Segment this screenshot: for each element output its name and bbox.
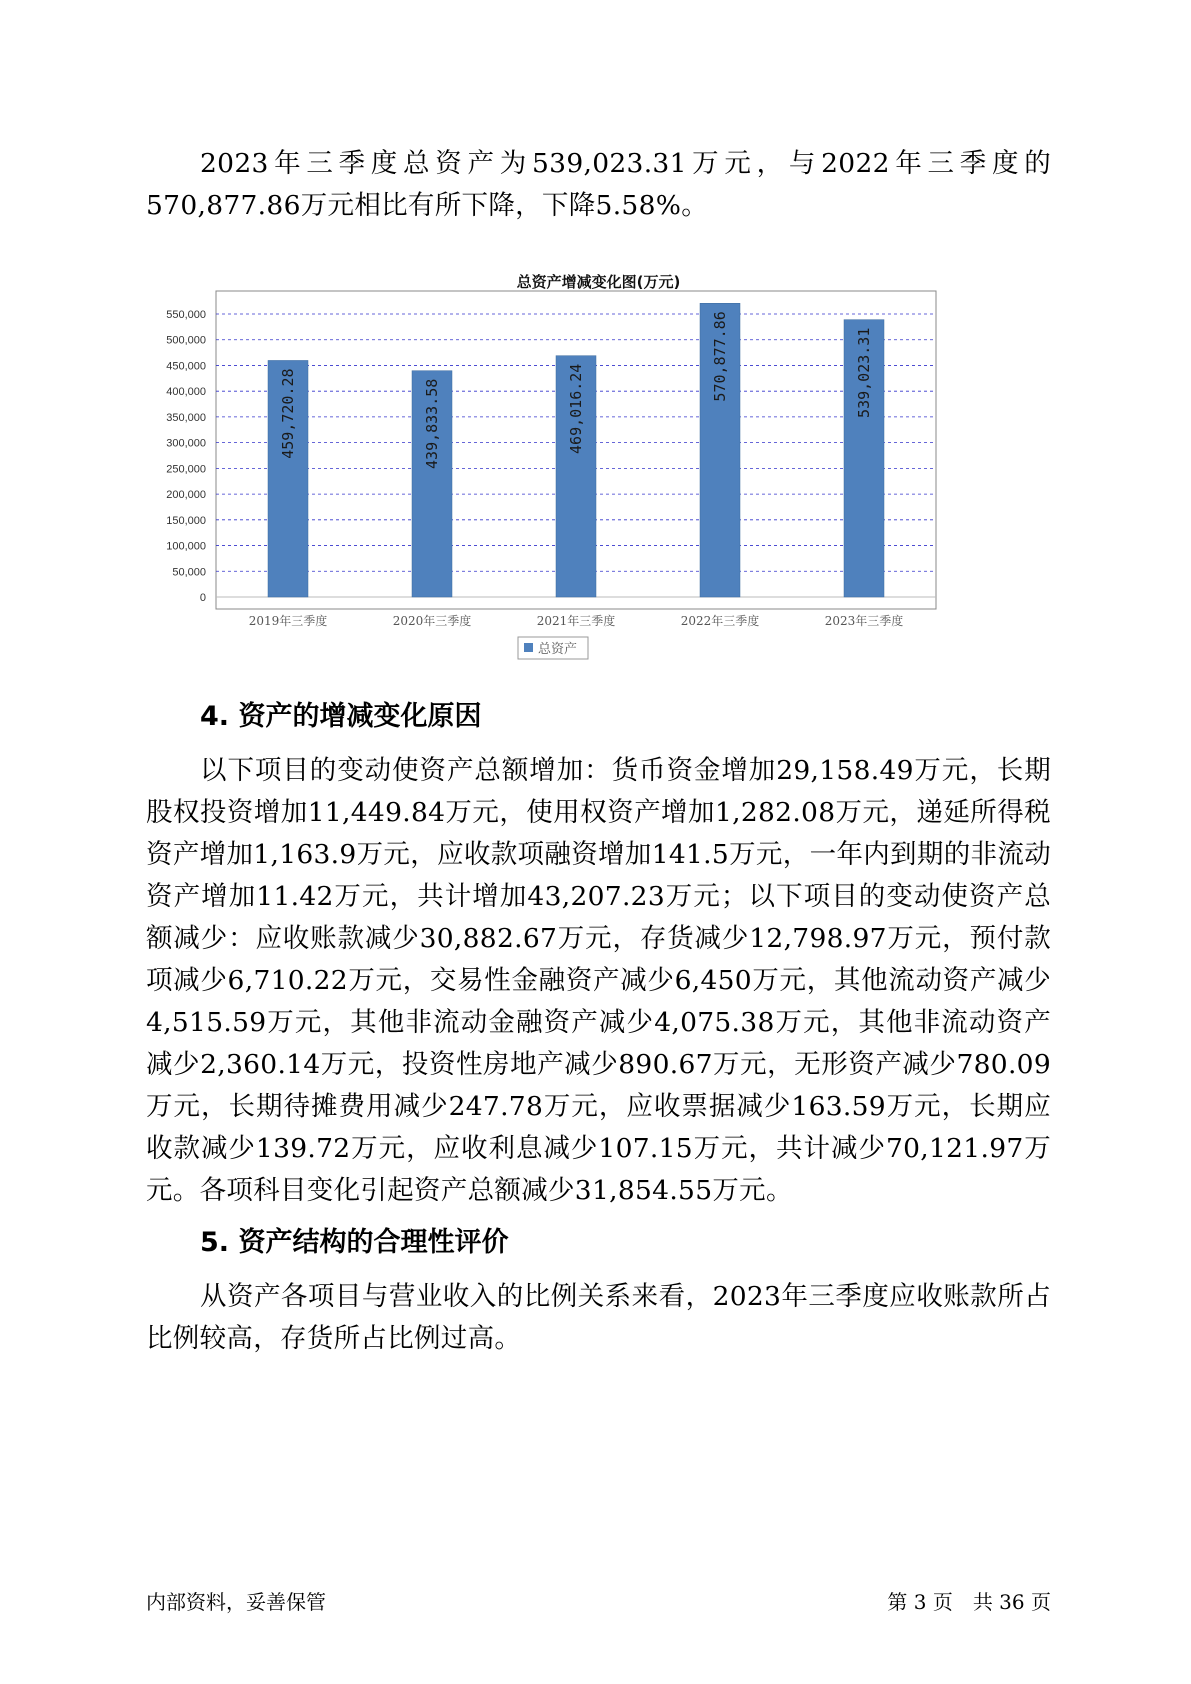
y-tick-label: 100,000 [166, 540, 206, 553]
chart-title: 总资产增减变化图(万元) [516, 273, 681, 291]
bar-value-label: 539,023.31 [855, 327, 873, 418]
y-tick-label: 50,000 [172, 566, 206, 579]
y-tick-label: 150,000 [166, 514, 206, 527]
y-tick-label: 250,000 [166, 463, 206, 476]
y-tick-label: 400,000 [166, 386, 206, 399]
footer-page-number: 第 3 页 共 36 页 [887, 1590, 1051, 1614]
legend-swatch [524, 643, 533, 652]
y-tick-label: 500,000 [166, 334, 206, 347]
y-tick-label: 350,000 [166, 411, 206, 424]
y-tick-label: 450,000 [166, 360, 206, 373]
bar-value-label: 570,877.86 [711, 311, 729, 402]
section-4-paragraph: 以下项目的变动使资产总额增加：货币资金增加29,158.49万元，长期股权投资增加11,449.84万元，使用权资产增加1,282.08万元，递延所得税资产增加1,163.9万元，应收款项融资增加141.5万元，一年内到期的非流动资产增加11.42万元，共计增加43,207.23万元；以下项目的变动使资产总额减少：应收账款减少30,882.67万元，存货减少12,798.97万元，预付款项减少6,710.22万元，交易性金融资产减少6,450万元，其他流动资产减少4,515.59万元，其他非流动金融资产减少4,075.38万元，其他非流动资产减少2,360.14万元，投资性房地产减少890.67万元，无形资产减少780.09万元，长期待摊费用减少247.78万元，应收票据减少163.59万元，长期应收款减少139.72万元，应收利息减少107.15万元，共计减少70,121.97万元。各项科目变化引起资产总额减少31,854.55万元。 [146, 755, 1051, 1206]
x-tick-label: 2023年三季度 [824, 614, 904, 628]
footer-confidential-note: 内部资料，妥善保管 [146, 1590, 326, 1614]
y-tick-label: 0 [199, 592, 206, 604]
bar-value-label: 469,016.24 [567, 363, 585, 454]
bar-value-label: 439,833.58 [423, 378, 441, 469]
x-tick-label: 2019年三季度 [248, 614, 328, 628]
bar-value-label: 459,720.28 [279, 368, 297, 459]
x-tick-label: 2020年三季度 [392, 614, 472, 628]
paragraph-total-assets: 2023年三季度总资产为539,023.31万元，与2022年三季度的570,877.86万元相比有所下降，下降5.58%。 [146, 148, 1051, 221]
y-tick-label: 200,000 [166, 489, 206, 502]
legend-label: 总资产 [538, 642, 578, 657]
x-tick-label: 2022年三季度 [680, 614, 760, 628]
section-5-heading: 5. 资产结构的合理性评价 [200, 1227, 509, 1258]
section-4-heading: 4. 资产的增减变化原因 [200, 701, 482, 732]
y-tick-label: 300,000 [166, 437, 206, 450]
section-5-paragraph: 从资产各项目与营业收入的比例关系来看，2023年三季度应收账款所占比例较高，存货所占比例过高。 [146, 1281, 1051, 1354]
x-tick-label: 2021年三季度 [536, 614, 616, 628]
y-tick-label: 550,000 [166, 309, 206, 321]
total-assets-bar-chart [146, 290, 1051, 675]
